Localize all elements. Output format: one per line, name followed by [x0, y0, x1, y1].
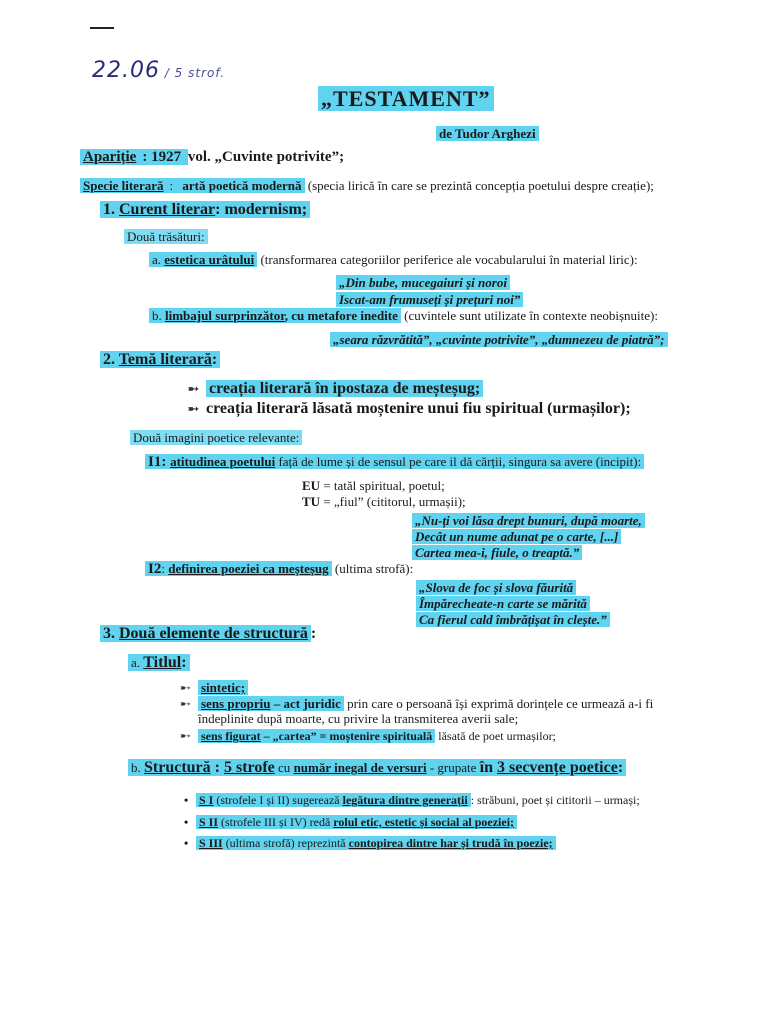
sequence-1: • S I (strofele I și II) sugerează legătura dintre generații : străbuni, poet și cititorii – urmași;: [184, 793, 640, 807]
page-title: „TESTAMENT”: [318, 86, 494, 112]
title-subheading: a. Titlul:: [128, 654, 190, 672]
sequence-3: • S III (ultima strofă) reprezintă contopirea dintre har și trudă în poezie;: [184, 836, 556, 851]
image-1-line: I1: atitudinea poetului față de lume și de sensul pe care il dă cărții, singura sa avere (incipit):: [145, 454, 644, 471]
section-1-heading: 1. Curent literar: modernism;: [100, 201, 310, 219]
section-2-heading: 2. Temă literară:: [100, 351, 220, 369]
image-2-verse-3: Ca fierul cald îmbrățișat în clește.”: [416, 612, 610, 628]
bullet-icon: •: [184, 815, 189, 829]
hand-arrow-icon: ➸: [180, 680, 191, 695]
title-point-1: ➸ sintetic;: [180, 680, 248, 696]
specie-line: Specie literară : artă poetică modernă (specia lirică în care se prezintă concepția poetului despre creație);: [80, 178, 654, 194]
eu-line: EU = tatăl spiritual, poetul;: [302, 478, 445, 493]
handwritten-date: [92, 58, 225, 83]
hand-arrow-icon: ➸: [188, 381, 199, 396]
trait-b-quotes: „seara răzvrătită”, „cuvinte potrivite”, „dumnezeu de piatră”;: [330, 332, 668, 348]
structure-line: b. Structură : 5 strofe cu număr inegal de versuri - grupate în 3 secvențe poetice:: [128, 759, 626, 777]
tu-line: TU = „fiul” (cititorul, urmașii);: [302, 494, 466, 509]
image-1-verse-2: Decât un nume adunat pe o carte, [...]: [412, 529, 621, 545]
bullet-icon: •: [184, 836, 189, 850]
section-1-intro: Două trăsături:: [124, 229, 208, 245]
image-2-line: I2: definirea poeziei ca meșteșug (ultima strofă):: [145, 561, 413, 578]
trait-a-line: a. estetica urâtului (transformarea categoriilor periferice ale vocabularului în material liric):: [149, 252, 638, 268]
bullet-icon: •: [184, 793, 189, 807]
pen-dash-mark: [90, 27, 114, 29]
title-point-2: ➸ sens propriu – act juridic prin care o persoană își exprimă dorințele ce urmează a-i fi: [180, 696, 654, 711]
hand-arrow-icon: ➸: [188, 401, 199, 416]
image-2-verse-1: „Slova de foc și slova făurită: [416, 580, 576, 596]
aparitie-line: Apariție : 1927 vol. „Cuvinte potrivite”;: [80, 149, 344, 166]
handwritten-note: / 5 strof.: [159, 66, 226, 80]
theme-item-1: ➸ creația literară în ipostaza de meșteșug;: [188, 380, 483, 398]
title-point-2-cont: îndeplinite după moarte, cu privire la transmiterea averii sale;: [198, 711, 519, 726]
image-2-verse-2: Împărecheate-n carte se mărită: [416, 596, 590, 612]
trait-a-verse-1: „Din bube, mucegaiuri și noroi: [336, 275, 510, 291]
section-3-heading: 3. Două elemente de structură :: [100, 625, 316, 643]
image-1-verse-3: Cartea mea-i, fiule, o treaptă.”: [412, 545, 582, 561]
hand-arrow-icon: ➸: [180, 696, 191, 711]
trait-a-verse-2: Iscat-am frumuseți și prețuri noi”: [336, 292, 523, 308]
image-1-verse-1: „Nu-ți voi lăsa drept bunuri, după moarte,: [412, 513, 645, 529]
handwritten-date-text: 22.06: [92, 58, 160, 83]
trait-b-line: b. limbajul surprinzător, cu metafore inedite (cuvintele sunt utilizate în contexte neobișnuite):: [149, 308, 658, 324]
author-line: de Tudor Arghezi: [436, 126, 539, 142]
section-2-intro: Două imagini poetice relevante:: [130, 430, 302, 446]
hand-arrow-icon: ➸: [180, 728, 191, 743]
sequence-2: • S II (strofele III și IV) redă rolul etic, estetic și social al poeziei;: [184, 815, 517, 830]
theme-item-2: ➸ creația literară lăsată moștenire unui fiu spiritual (urmașilor);: [188, 400, 631, 417]
title-point-3: ➸ sens figurat – „cartea” = moștenire spirituală lăsată de poet urmașilor;: [180, 728, 556, 743]
